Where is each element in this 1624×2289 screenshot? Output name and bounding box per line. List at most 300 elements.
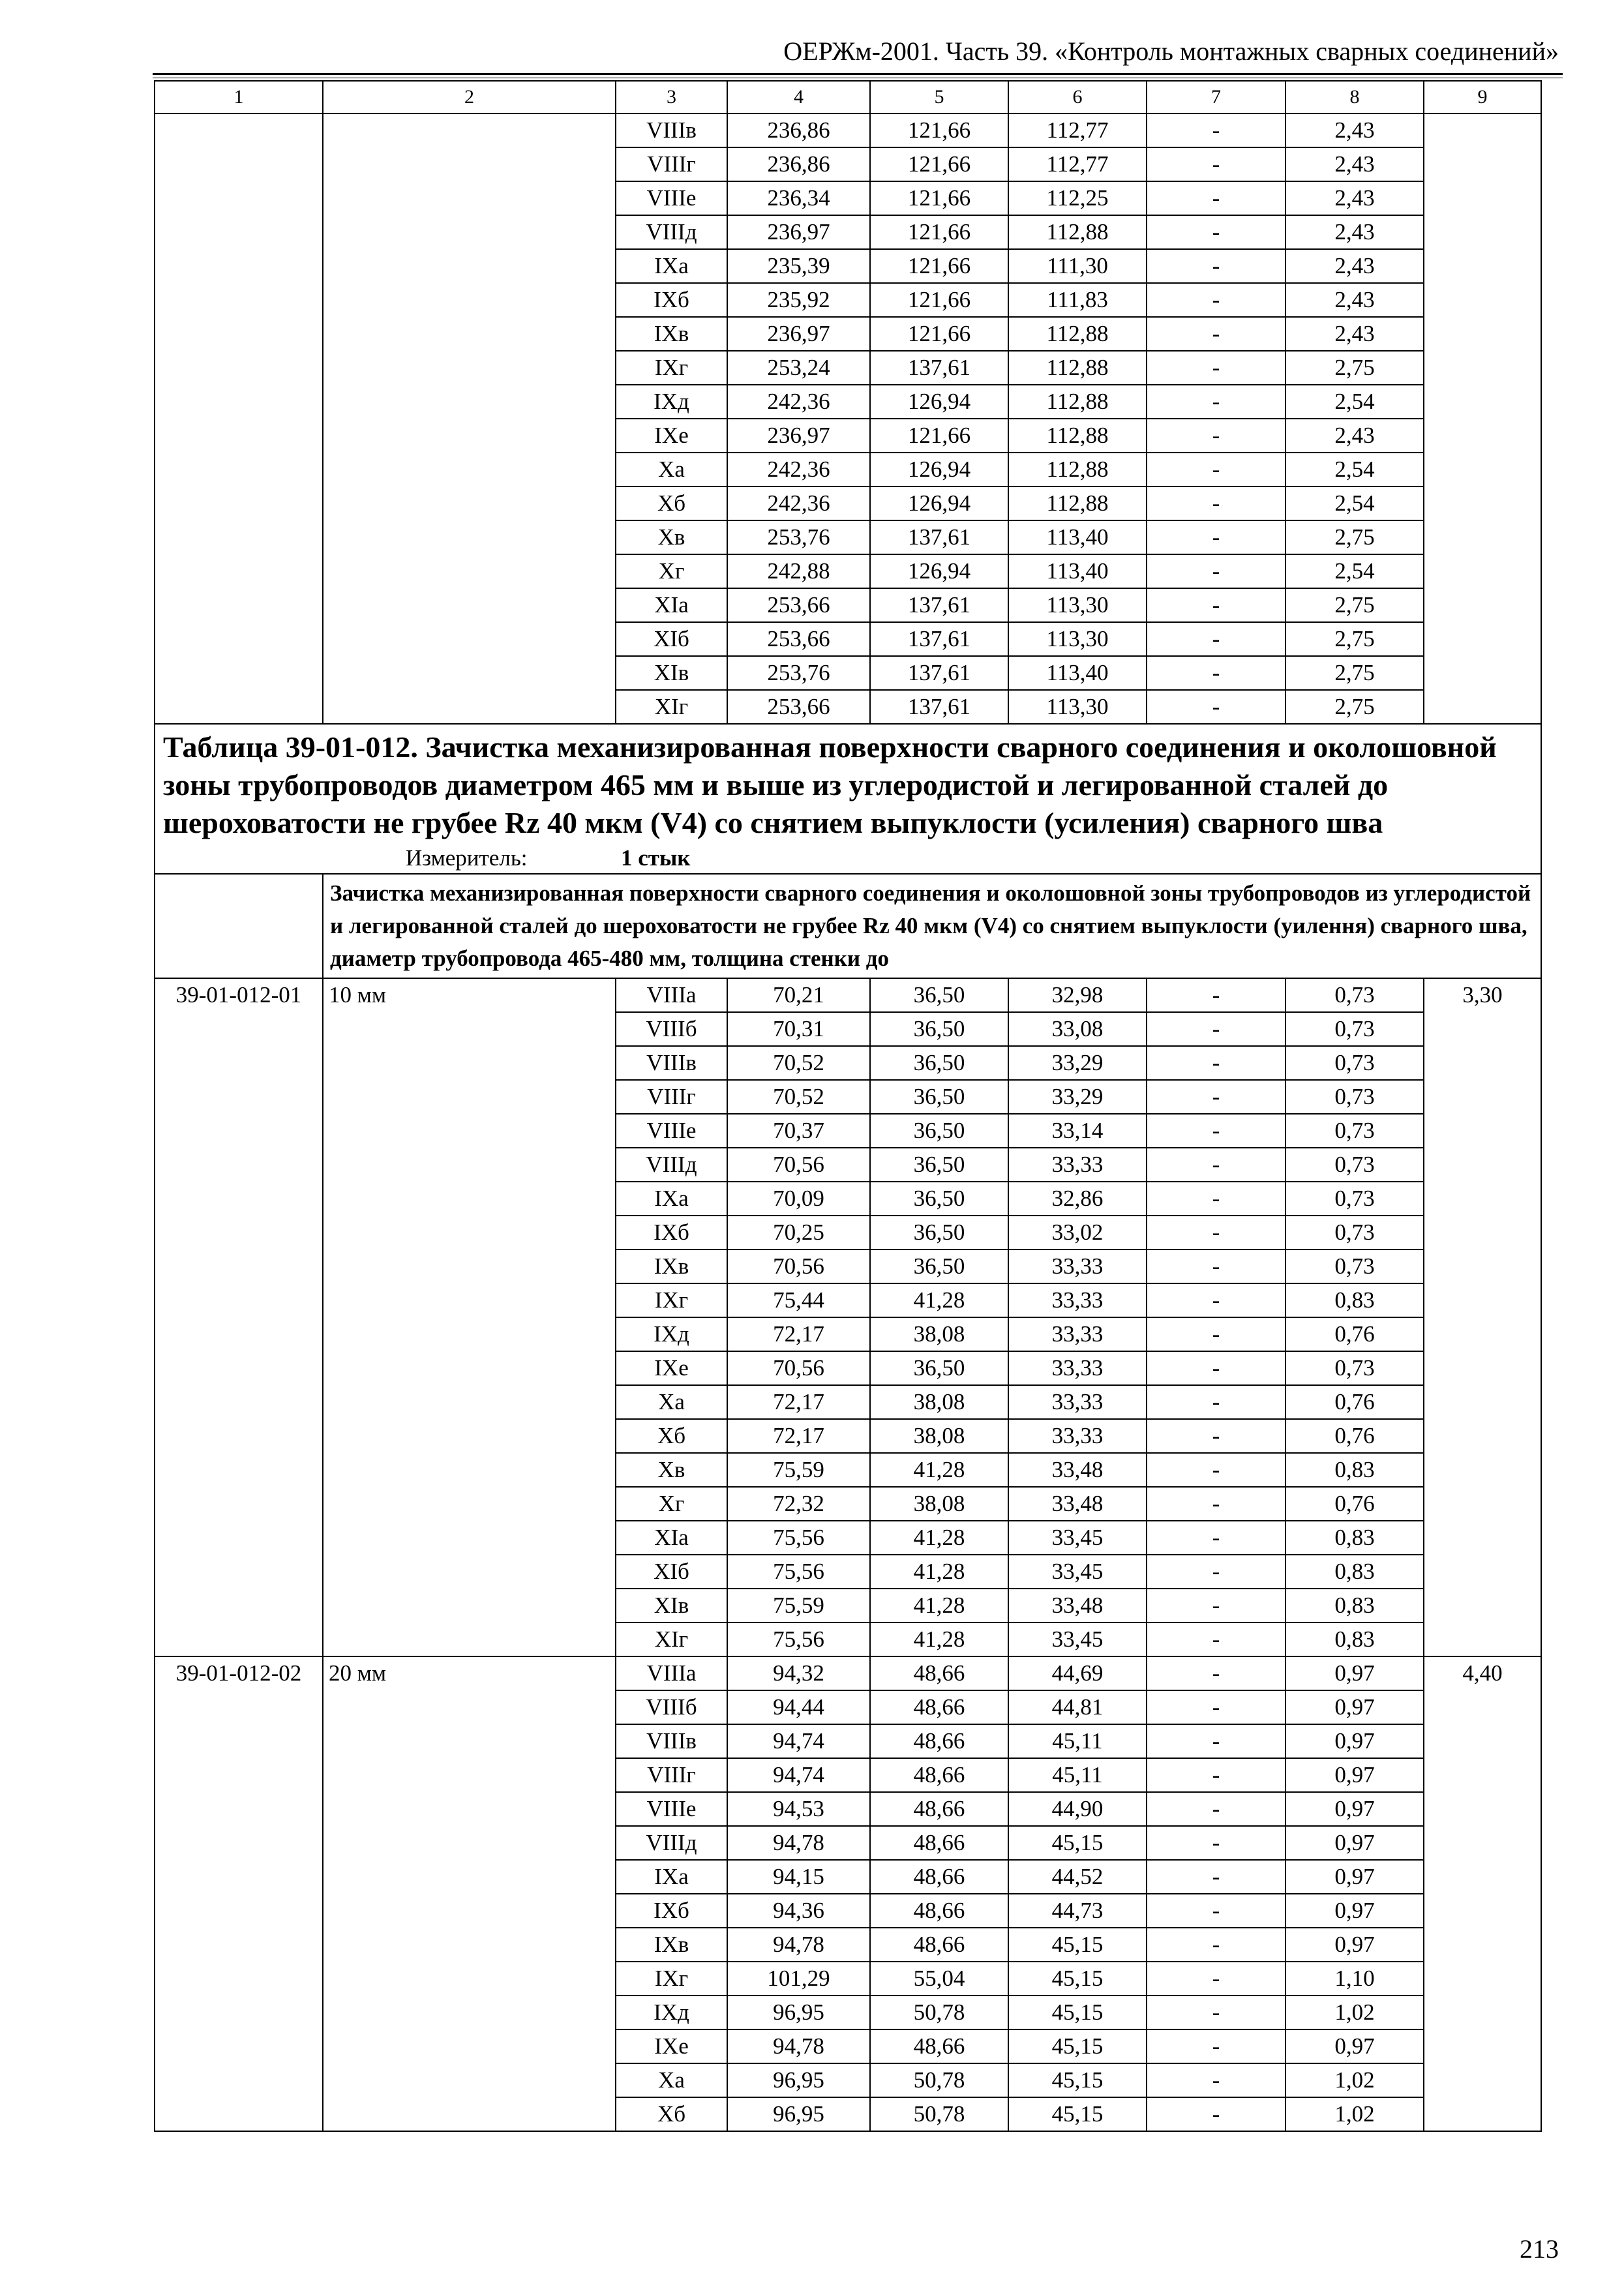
description-row xyxy=(155,874,1541,978)
drivers-wages-cell: - xyxy=(1147,1962,1286,1996)
resource-class-cell: VIIIв xyxy=(616,113,727,147)
description-code-empty xyxy=(155,874,323,978)
wages-cell: 121,66 xyxy=(870,419,1008,453)
materials-cell: 0,83 xyxy=(1286,1283,1424,1317)
wages-cell: 48,66 xyxy=(870,1758,1008,1792)
wages-cell: 137,61 xyxy=(870,588,1008,622)
wages-cell: 55,04 xyxy=(870,1962,1008,1996)
work-description: Зачистка механизированная поверхности сварного соединения и околошовной зоны трубопроводов из углеродистой и легированной сталей до шероховатости не грубее Rz 40 мкм (V4) со снятием выпуклости (уилення) сварного шва, диаметр трубопровода 465-480 мм, толщина стенки до xyxy=(323,874,1541,978)
resource-class-cell: IXг xyxy=(616,351,727,385)
wages-cell: 50,78 xyxy=(870,2097,1008,2131)
wages-cell: 126,94 xyxy=(870,554,1008,588)
wages-cell: 36,50 xyxy=(870,1080,1008,1114)
materials-cell: 2,75 xyxy=(1286,622,1424,656)
machines-cell: 45,15 xyxy=(1008,1928,1147,1962)
resource-class-cell: Xб xyxy=(616,2097,727,2131)
wall-thickness-cell: 10 мм xyxy=(323,978,616,1656)
wages-cell: 48,66 xyxy=(870,2029,1008,2063)
column-number-cell: 5 xyxy=(870,81,1008,113)
resource-class-cell: VIIIд xyxy=(616,1148,727,1182)
column-number-cell: 6 xyxy=(1008,81,1147,113)
total-cost-cell: 94,78 xyxy=(727,2029,870,2063)
total-cost-cell: 70,09 xyxy=(727,1182,870,1216)
drivers-wages-cell: - xyxy=(1147,147,1286,181)
drivers-wages-cell: - xyxy=(1147,1114,1286,1148)
drivers-wages-cell: - xyxy=(1147,1894,1286,1928)
resource-class-cell: IXа xyxy=(616,1182,727,1216)
wages-cell: 137,61 xyxy=(870,351,1008,385)
drivers-wages-cell: - xyxy=(1147,2063,1286,2097)
materials-cell: 0,97 xyxy=(1286,2029,1424,2063)
resource-class-cell: IXе xyxy=(616,2029,727,2063)
drivers-wages-cell: - xyxy=(1147,2097,1286,2131)
column-number-cell: 2 xyxy=(323,81,616,113)
machines-cell: 45,15 xyxy=(1008,2029,1147,2063)
machines-cell: 111,30 xyxy=(1008,249,1147,283)
wages-cell: 48,66 xyxy=(870,1724,1008,1758)
resource-class-cell: IXд xyxy=(616,1317,727,1351)
machines-cell: 44,90 xyxy=(1008,1792,1147,1826)
materials-cell: 2,43 xyxy=(1286,181,1424,215)
drivers-wages-cell: - xyxy=(1147,1419,1286,1453)
resource-class-cell: IXа xyxy=(616,1860,727,1894)
machines-cell: 32,98 xyxy=(1008,978,1147,1012)
wages-cell: 121,66 xyxy=(870,283,1008,317)
machines-cell: 32,86 xyxy=(1008,1182,1147,1216)
drivers-wages-cell: - xyxy=(1147,1656,1286,1690)
total-cost-cell: 101,29 xyxy=(727,1962,870,1996)
materials-cell: 2,43 xyxy=(1286,419,1424,453)
total-cost-cell: 236,34 xyxy=(727,181,870,215)
wages-cell: 38,08 xyxy=(870,1419,1008,1453)
wages-cell: 48,66 xyxy=(870,1894,1008,1928)
column-number-cell: 3 xyxy=(616,81,727,113)
table-row xyxy=(155,978,1541,1012)
drivers-wages-cell: - xyxy=(1147,520,1286,554)
drivers-wages-cell: - xyxy=(1147,588,1286,622)
materials-cell: 1,02 xyxy=(1286,2097,1424,2131)
drivers-wages-cell: - xyxy=(1147,2029,1286,2063)
labor-norm-cell: 3,30 xyxy=(1424,978,1541,1656)
total-cost-cell: 72,32 xyxy=(727,1487,870,1521)
machines-cell: 33,33 xyxy=(1008,1351,1147,1385)
total-cost-cell: 235,92 xyxy=(727,283,870,317)
machines-cell: 113,40 xyxy=(1008,520,1147,554)
wages-cell: 137,61 xyxy=(870,520,1008,554)
wages-cell: 50,78 xyxy=(870,1996,1008,2029)
resource-class-cell: Xа xyxy=(616,2063,727,2097)
machines-cell: 33,45 xyxy=(1008,1623,1147,1656)
resource-class-cell: IXг xyxy=(616,1283,727,1317)
header-rule xyxy=(153,73,1563,75)
drivers-wages-cell: - xyxy=(1147,215,1286,249)
total-cost-cell: 75,56 xyxy=(727,1521,870,1555)
machines-cell: 112,25 xyxy=(1008,181,1147,215)
wages-cell: 41,28 xyxy=(870,1589,1008,1623)
rate-code-cell: 39-01-012-02 xyxy=(155,1656,323,2131)
materials-cell: 0,97 xyxy=(1286,1894,1424,1928)
resource-class-cell: Xв xyxy=(616,1453,727,1487)
drivers-wages-cell: - xyxy=(1147,1826,1286,1860)
wages-cell: 48,66 xyxy=(870,1792,1008,1826)
materials-cell: 1,10 xyxy=(1286,1962,1424,1996)
total-cost-cell: 70,37 xyxy=(727,1114,870,1148)
machines-cell: 112,88 xyxy=(1008,317,1147,351)
wages-cell: 126,94 xyxy=(870,385,1008,419)
total-cost-cell: 94,36 xyxy=(727,1894,870,1928)
resource-class-cell: VIIIе xyxy=(616,1114,727,1148)
wages-cell: 36,50 xyxy=(870,1148,1008,1182)
total-cost-cell: 253,66 xyxy=(727,588,870,622)
thickness-cell-empty xyxy=(323,113,616,724)
materials-cell: 2,54 xyxy=(1286,453,1424,486)
drivers-wages-cell: - xyxy=(1147,554,1286,588)
total-cost-cell: 94,53 xyxy=(727,1792,870,1826)
resource-class-cell: IXа xyxy=(616,249,727,283)
materials-cell: 0,76 xyxy=(1286,1487,1424,1521)
resource-class-cell: IXд xyxy=(616,385,727,419)
measure-line xyxy=(163,843,1533,873)
materials-cell: 2,43 xyxy=(1286,147,1424,181)
drivers-wages-cell: - xyxy=(1147,622,1286,656)
table-row xyxy=(155,1656,1541,1690)
materials-cell: 0,76 xyxy=(1286,1419,1424,1453)
materials-cell: 1,02 xyxy=(1286,1996,1424,2029)
machines-cell: 45,15 xyxy=(1008,1826,1147,1860)
machines-cell: 33,48 xyxy=(1008,1487,1147,1521)
resource-class-cell: XIа xyxy=(616,1521,727,1555)
drivers-wages-cell: - xyxy=(1147,1317,1286,1351)
column-number-cell: 7 xyxy=(1147,81,1286,113)
materials-cell: 0,97 xyxy=(1286,1928,1424,1962)
page-number: 213 xyxy=(1520,2234,1559,2264)
drivers-wages-cell: - xyxy=(1147,1521,1286,1555)
drivers-wages-cell: - xyxy=(1147,690,1286,724)
materials-cell: 2,54 xyxy=(1286,385,1424,419)
materials-cell: 0,73 xyxy=(1286,1148,1424,1182)
total-cost-cell: 94,15 xyxy=(727,1860,870,1894)
machines-cell: 112,88 xyxy=(1008,486,1147,520)
machines-cell: 45,15 xyxy=(1008,1962,1147,1996)
machines-cell: 33,48 xyxy=(1008,1589,1147,1623)
materials-cell: 0,97 xyxy=(1286,1690,1424,1724)
total-cost-cell: 253,24 xyxy=(727,351,870,385)
total-cost-cell: 236,97 xyxy=(727,419,870,453)
total-cost-cell: 72,17 xyxy=(727,1317,870,1351)
total-cost-cell: 72,17 xyxy=(727,1385,870,1419)
resource-class-cell: IXв xyxy=(616,1928,727,1962)
materials-cell: 0,73 xyxy=(1286,1182,1424,1216)
wages-cell: 36,50 xyxy=(870,1216,1008,1249)
total-cost-cell: 94,78 xyxy=(727,1928,870,1962)
materials-cell: 0,97 xyxy=(1286,1826,1424,1860)
resource-class-cell: XIб xyxy=(616,1555,727,1589)
drivers-wages-cell: - xyxy=(1147,1487,1286,1521)
drivers-wages-cell: - xyxy=(1147,249,1286,283)
column-number-row xyxy=(155,81,1541,113)
machines-cell: 112,88 xyxy=(1008,351,1147,385)
wages-cell: 121,66 xyxy=(870,147,1008,181)
resource-class-cell: IXд xyxy=(616,1996,727,2029)
resource-class-cell: Xг xyxy=(616,554,727,588)
resource-class-cell: VIIIг xyxy=(616,1758,727,1792)
materials-cell: 2,43 xyxy=(1286,283,1424,317)
machines-cell: 45,15 xyxy=(1008,1996,1147,2029)
wages-cell: 121,66 xyxy=(870,317,1008,351)
materials-cell: 2,54 xyxy=(1286,554,1424,588)
total-cost-cell: 94,44 xyxy=(727,1690,870,1724)
machines-cell: 33,14 xyxy=(1008,1114,1147,1148)
wages-cell: 36,50 xyxy=(870,1114,1008,1148)
materials-cell: 2,54 xyxy=(1286,486,1424,520)
machines-cell: 45,15 xyxy=(1008,2097,1147,2131)
machines-cell: 33,33 xyxy=(1008,1283,1147,1317)
norm-cell-empty xyxy=(1424,113,1541,724)
machines-cell: 44,52 xyxy=(1008,1860,1147,1894)
machines-cell: 112,77 xyxy=(1008,147,1147,181)
running-header: ОЕРЖм-2001. Часть 39. «Контроль монтажных сварных соединений» xyxy=(783,37,1559,66)
wages-cell: 48,66 xyxy=(870,1928,1008,1962)
machines-cell: 113,30 xyxy=(1008,588,1147,622)
total-cost-cell: 70,31 xyxy=(727,1012,870,1046)
resource-class-cell: IXг xyxy=(616,1962,727,1996)
materials-cell: 0,73 xyxy=(1286,1080,1424,1114)
resource-class-cell: VIIIб xyxy=(616,1690,727,1724)
code-cell-empty xyxy=(155,113,323,724)
machines-cell: 112,88 xyxy=(1008,453,1147,486)
resource-class-cell: Xа xyxy=(616,453,727,486)
rates-table-body xyxy=(155,81,1541,2131)
drivers-wages-cell: - xyxy=(1147,351,1286,385)
wages-cell: 121,66 xyxy=(870,113,1008,147)
resource-class-cell: XIв xyxy=(616,656,727,690)
machines-cell: 33,02 xyxy=(1008,1216,1147,1249)
wages-cell: 36,50 xyxy=(870,1046,1008,1080)
materials-cell: 0,97 xyxy=(1286,1758,1424,1792)
wages-cell: 41,28 xyxy=(870,1521,1008,1555)
resource-class-cell: XIг xyxy=(616,690,727,724)
resource-class-cell: VIIIг xyxy=(616,1080,727,1114)
machines-cell: 45,11 xyxy=(1008,1758,1147,1792)
wages-cell: 36,50 xyxy=(870,1351,1008,1385)
labor-norm-cell: 4,40 xyxy=(1424,1656,1541,2131)
machines-cell: 33,29 xyxy=(1008,1046,1147,1080)
materials-cell: 0,83 xyxy=(1286,1589,1424,1623)
machines-cell: 44,69 xyxy=(1008,1656,1147,1690)
materials-cell: 0,76 xyxy=(1286,1385,1424,1419)
materials-cell: 0,73 xyxy=(1286,1351,1424,1385)
drivers-wages-cell: - xyxy=(1147,1589,1286,1623)
total-cost-cell: 253,76 xyxy=(727,656,870,690)
drivers-wages-cell: - xyxy=(1147,1623,1286,1656)
total-cost-cell: 94,74 xyxy=(727,1724,870,1758)
measure-value: 1 стык xyxy=(621,845,691,871)
column-number-cell: 8 xyxy=(1286,81,1424,113)
machines-cell: 112,88 xyxy=(1008,419,1147,453)
wages-cell: 36,50 xyxy=(870,1249,1008,1283)
total-cost-cell: 94,32 xyxy=(727,1656,870,1690)
wages-cell: 48,66 xyxy=(870,1690,1008,1724)
total-cost-cell: 70,25 xyxy=(727,1216,870,1249)
drivers-wages-cell: - xyxy=(1147,385,1286,419)
resource-class-cell: Xа xyxy=(616,1385,727,1419)
materials-cell: 0,97 xyxy=(1286,1792,1424,1826)
machines-cell: 111,83 xyxy=(1008,283,1147,317)
drivers-wages-cell: - xyxy=(1147,419,1286,453)
resource-class-cell: IXб xyxy=(616,1216,727,1249)
column-number-cell: 9 xyxy=(1424,81,1541,113)
wages-cell: 41,28 xyxy=(870,1283,1008,1317)
machines-cell: 33,29 xyxy=(1008,1080,1147,1114)
drivers-wages-cell: - xyxy=(1147,978,1286,1012)
total-cost-cell: 70,21 xyxy=(727,978,870,1012)
resource-class-cell: IXе xyxy=(616,1351,727,1385)
wages-cell: 36,50 xyxy=(870,1182,1008,1216)
total-cost-cell: 70,56 xyxy=(727,1249,870,1283)
table-row xyxy=(155,113,1541,147)
materials-cell: 1,02 xyxy=(1286,2063,1424,2097)
rates-table xyxy=(154,80,1542,2132)
drivers-wages-cell: - xyxy=(1147,1182,1286,1216)
measure-label: Измеритель: xyxy=(406,845,528,871)
resource-class-cell: VIIIв xyxy=(616,1046,727,1080)
drivers-wages-cell: - xyxy=(1147,1860,1286,1894)
machines-cell: 44,73 xyxy=(1008,1894,1147,1928)
wages-cell: 121,66 xyxy=(870,181,1008,215)
drivers-wages-cell: - xyxy=(1147,1046,1286,1080)
materials-cell: 0,73 xyxy=(1286,1114,1424,1148)
machines-cell: 45,11 xyxy=(1008,1724,1147,1758)
drivers-wages-cell: - xyxy=(1147,283,1286,317)
drivers-wages-cell: - xyxy=(1147,1148,1286,1182)
machines-cell: 33,45 xyxy=(1008,1521,1147,1555)
resource-class-cell: Xг xyxy=(616,1487,727,1521)
materials-cell: 0,73 xyxy=(1286,978,1424,1012)
total-cost-cell: 70,56 xyxy=(727,1148,870,1182)
resource-class-cell: Xв xyxy=(616,520,727,554)
wages-cell: 41,28 xyxy=(870,1555,1008,1589)
machines-cell: 44,81 xyxy=(1008,1690,1147,1724)
machines-cell: 112,88 xyxy=(1008,215,1147,249)
wages-cell: 50,78 xyxy=(870,2063,1008,2097)
resource-class-cell: XIв xyxy=(616,1589,727,1623)
materials-cell: 0,73 xyxy=(1286,1046,1424,1080)
total-cost-cell: 72,17 xyxy=(727,1419,870,1453)
resource-class-cell: IXб xyxy=(616,1894,727,1928)
wages-cell: 48,66 xyxy=(870,1860,1008,1894)
total-cost-cell: 236,97 xyxy=(727,317,870,351)
total-cost-cell: 236,86 xyxy=(727,147,870,181)
materials-cell: 2,43 xyxy=(1286,249,1424,283)
machines-cell: 113,40 xyxy=(1008,554,1147,588)
wages-cell: 121,66 xyxy=(870,249,1008,283)
wages-cell: 48,66 xyxy=(870,1826,1008,1860)
materials-cell: 0,97 xyxy=(1286,1656,1424,1690)
materials-cell: 2,75 xyxy=(1286,520,1424,554)
wages-cell: 36,50 xyxy=(870,978,1008,1012)
machines-cell: 33,48 xyxy=(1008,1453,1147,1487)
machines-cell: 113,30 xyxy=(1008,690,1147,724)
drivers-wages-cell: - xyxy=(1147,1996,1286,2029)
machines-cell: 45,15 xyxy=(1008,2063,1147,2097)
drivers-wages-cell: - xyxy=(1147,1012,1286,1046)
resource-class-cell: VIIIа xyxy=(616,1656,727,1690)
resource-class-cell: VIIIа xyxy=(616,978,727,1012)
machines-cell: 33,33 xyxy=(1008,1385,1147,1419)
materials-cell: 0,83 xyxy=(1286,1555,1424,1589)
total-cost-cell: 75,56 xyxy=(727,1623,870,1656)
resource-class-cell: VIIIб xyxy=(616,1012,727,1046)
total-cost-cell: 242,36 xyxy=(727,486,870,520)
wages-cell: 137,61 xyxy=(870,690,1008,724)
materials-cell: 0,73 xyxy=(1286,1216,1424,1249)
machines-cell: 113,30 xyxy=(1008,622,1147,656)
total-cost-cell: 96,95 xyxy=(727,1996,870,2029)
drivers-wages-cell: - xyxy=(1147,1792,1286,1826)
drivers-wages-cell: - xyxy=(1147,1453,1286,1487)
drivers-wages-cell: - xyxy=(1147,1216,1286,1249)
drivers-wages-cell: - xyxy=(1147,1080,1286,1114)
resource-class-cell: Xб xyxy=(616,1419,727,1453)
column-number-cell: 4 xyxy=(727,81,870,113)
materials-cell: 2,43 xyxy=(1286,215,1424,249)
materials-cell: 0,76 xyxy=(1286,1317,1424,1351)
drivers-wages-cell: - xyxy=(1147,1928,1286,1962)
resource-class-cell: VIIIд xyxy=(616,1826,727,1860)
total-cost-cell: 242,36 xyxy=(727,385,870,419)
materials-cell: 2,75 xyxy=(1286,588,1424,622)
resource-class-cell: VIIIд xyxy=(616,215,727,249)
total-cost-cell: 96,95 xyxy=(727,2063,870,2097)
drivers-wages-cell: - xyxy=(1147,317,1286,351)
total-cost-cell: 75,56 xyxy=(727,1555,870,1589)
machines-cell: 33,33 xyxy=(1008,1148,1147,1182)
wages-cell: 126,94 xyxy=(870,453,1008,486)
total-cost-cell: 70,52 xyxy=(727,1080,870,1114)
total-cost-cell: 236,86 xyxy=(727,113,870,147)
wages-cell: 121,66 xyxy=(870,215,1008,249)
drivers-wages-cell: - xyxy=(1147,1690,1286,1724)
resource-class-cell: VIIIв xyxy=(616,1724,727,1758)
drivers-wages-cell: - xyxy=(1147,181,1286,215)
total-cost-cell: 94,78 xyxy=(727,1826,870,1860)
machines-cell: 33,33 xyxy=(1008,1317,1147,1351)
machines-cell: 33,33 xyxy=(1008,1419,1147,1453)
materials-cell: 0,83 xyxy=(1286,1521,1424,1555)
drivers-wages-cell: - xyxy=(1147,1283,1286,1317)
total-cost-cell: 253,66 xyxy=(727,622,870,656)
materials-cell: 2,75 xyxy=(1286,656,1424,690)
drivers-wages-cell: - xyxy=(1147,113,1286,147)
rate-code-cell: 39-01-012-01 xyxy=(155,978,323,1656)
total-cost-cell: 96,95 xyxy=(727,2097,870,2131)
wages-cell: 48,66 xyxy=(870,1656,1008,1690)
drivers-wages-cell: - xyxy=(1147,453,1286,486)
wages-cell: 38,08 xyxy=(870,1487,1008,1521)
drivers-wages-cell: - xyxy=(1147,656,1286,690)
drivers-wages-cell: - xyxy=(1147,1758,1286,1792)
resource-class-cell: XIг xyxy=(616,1623,727,1656)
materials-cell: 2,43 xyxy=(1286,317,1424,351)
total-cost-cell: 75,59 xyxy=(727,1589,870,1623)
resource-class-cell: IXв xyxy=(616,317,727,351)
drivers-wages-cell: - xyxy=(1147,1249,1286,1283)
resource-class-cell: Xб xyxy=(616,486,727,520)
machines-cell: 33,33 xyxy=(1008,1249,1147,1283)
materials-cell: 0,97 xyxy=(1286,1724,1424,1758)
materials-cell: 2,75 xyxy=(1286,690,1424,724)
column-number-cell: 1 xyxy=(155,81,323,113)
